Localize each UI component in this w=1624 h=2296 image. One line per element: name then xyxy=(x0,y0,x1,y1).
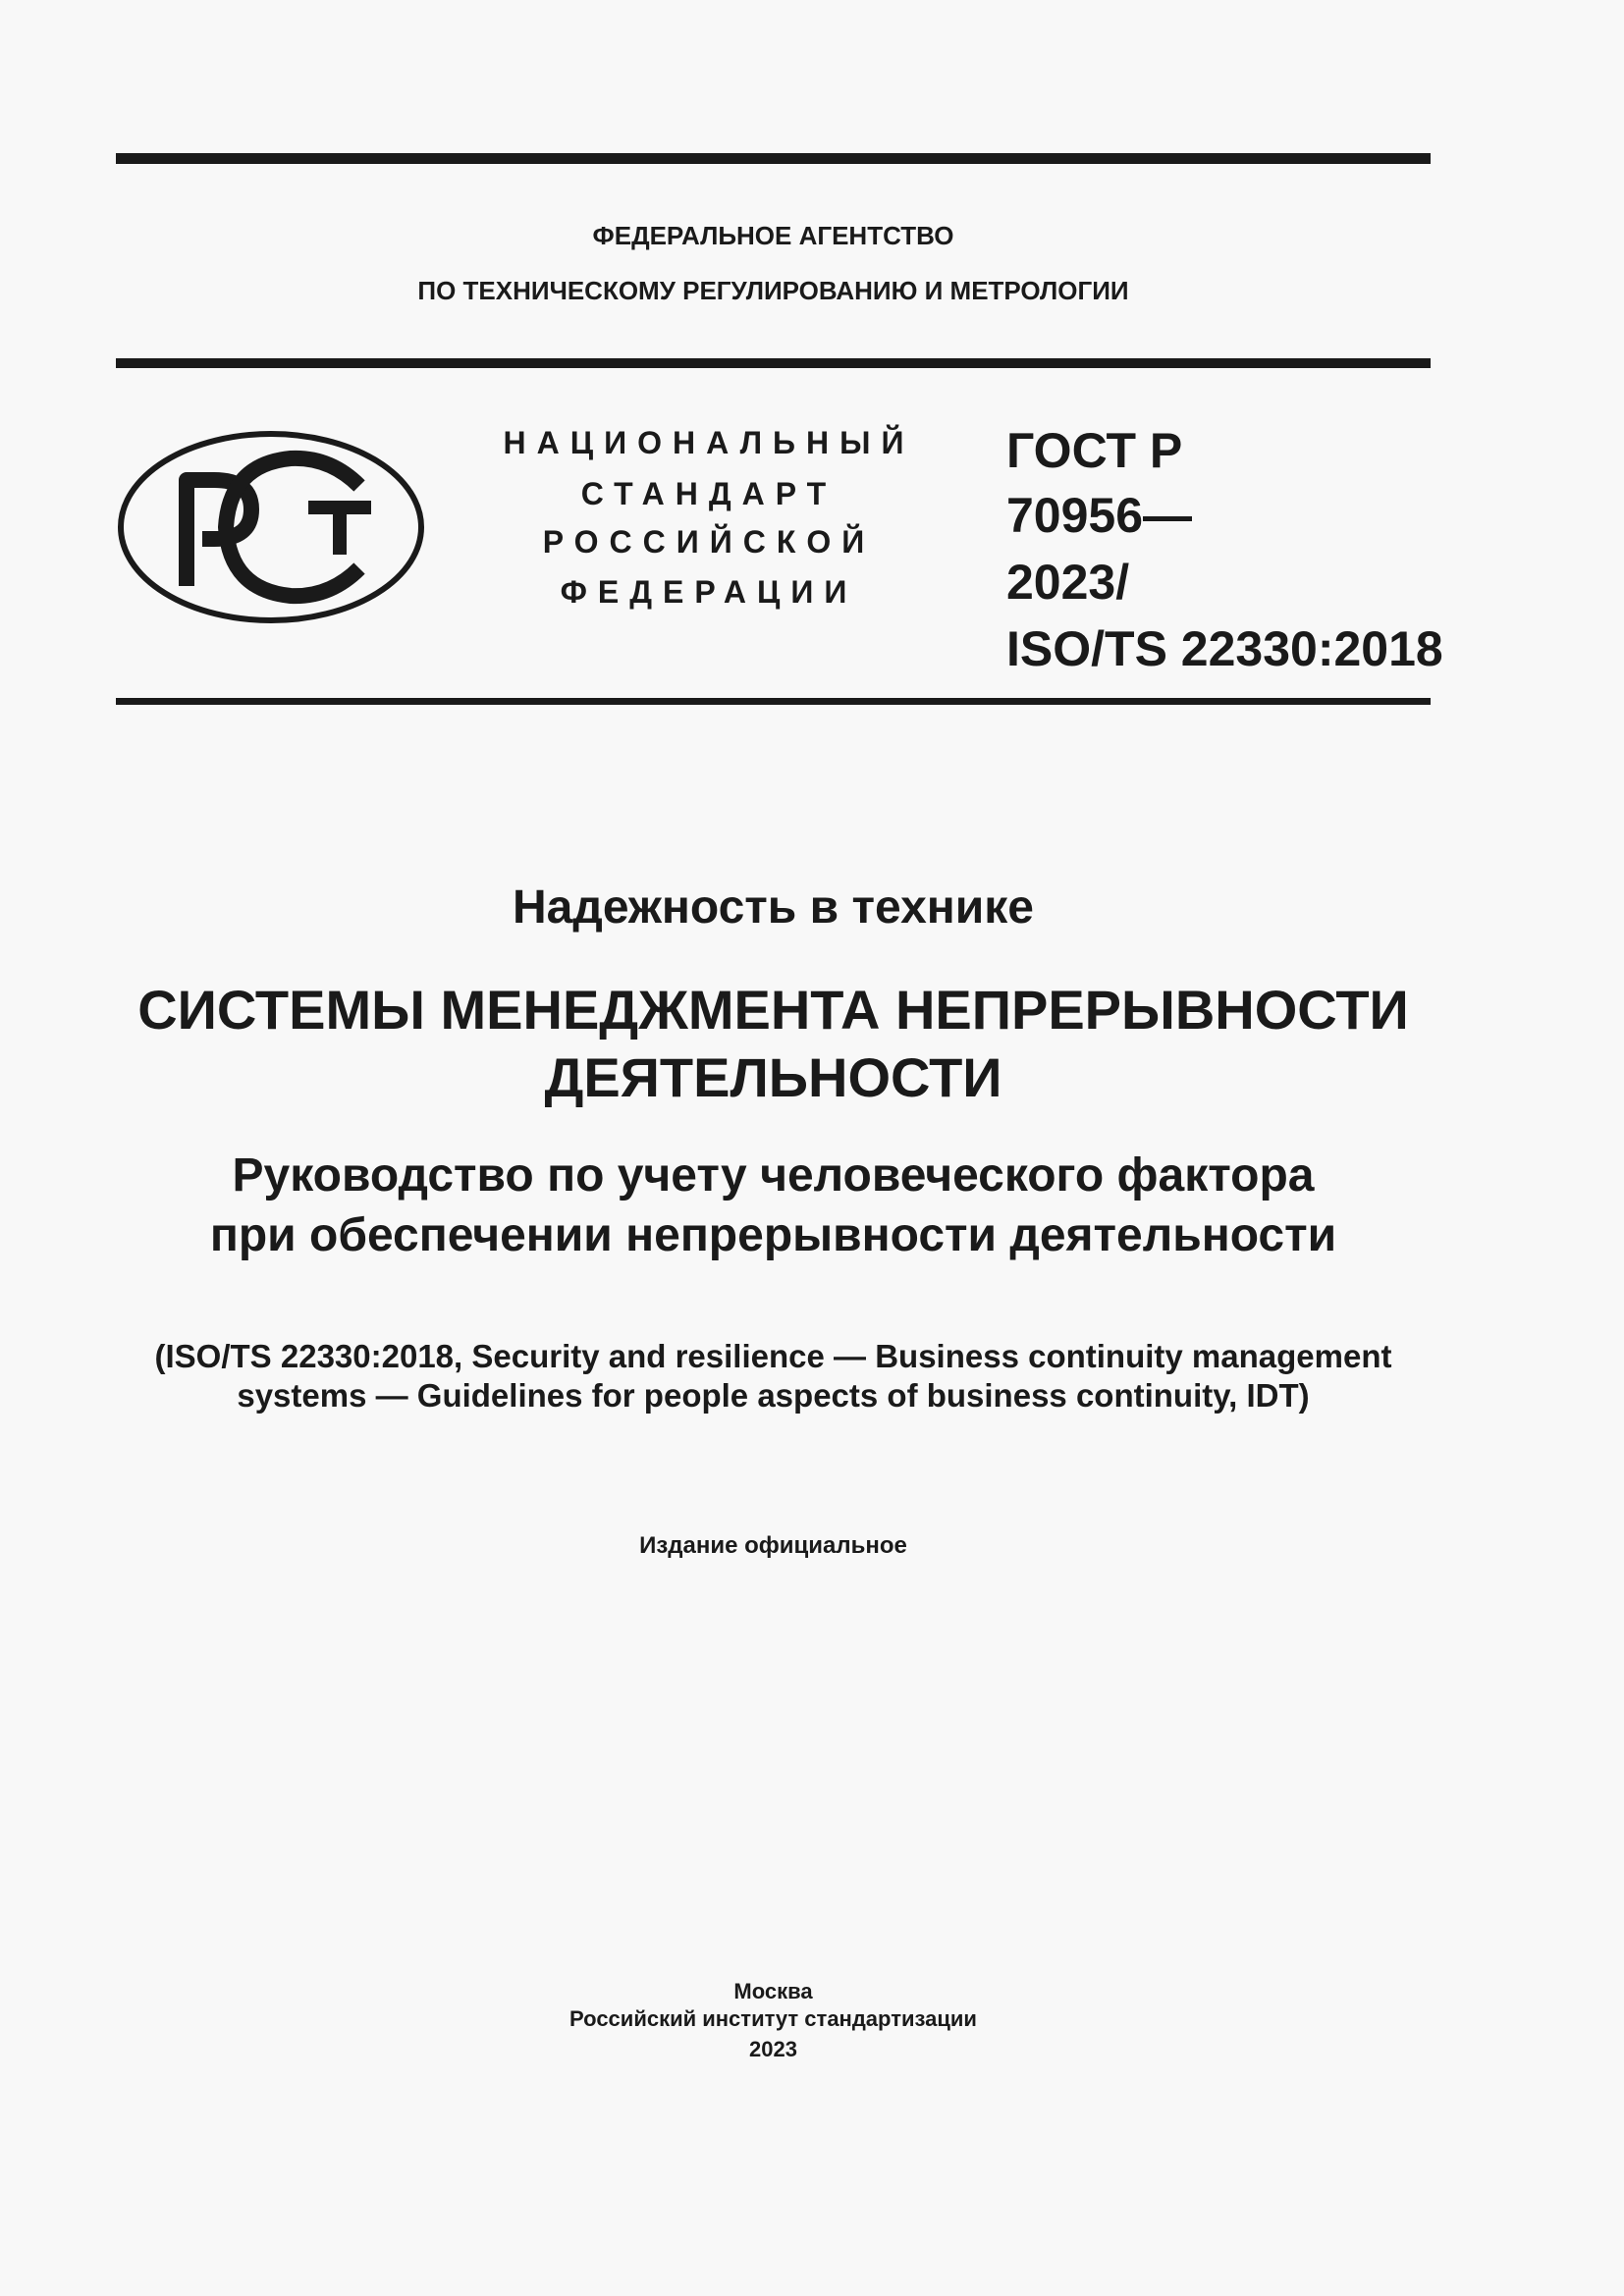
main-title-line-1: СИСТЕМЫ МЕНЕДЖМЕНТА НЕПРЕРЫВНОСТИ xyxy=(137,979,1409,1041)
publication-year: 2023 xyxy=(749,2037,797,2061)
standard-type-line-1: НАЦИОНАЛЬНЫЙ xyxy=(503,425,915,460)
top-divider xyxy=(116,153,1431,164)
designation-line-4: ISO/TS 22330:2018 xyxy=(1006,621,1443,676)
agency-name-line-2: ПО ТЕХНИЧЕСКОМУ РЕГУЛИРОВАНИЮ И МЕТРОЛОГИИ xyxy=(417,276,1129,305)
header-divider xyxy=(116,358,1431,368)
edition-label: Издание официальное xyxy=(639,1532,907,1559)
designation-line-2: 70956— xyxy=(1006,488,1193,543)
original-title-line-2: systems — Guidelines for people aspects of business continuity, IDT) xyxy=(237,1377,1310,1414)
series-title: Надежность в технике xyxy=(513,881,1034,934)
subtitle-line-1: Руководство по учету человеческого фактора xyxy=(232,1149,1315,1201)
rst-certification-mark-icon xyxy=(116,429,426,625)
designation-line-3: 2023/ xyxy=(1006,555,1130,610)
subtitle-line-2: при обеспечении непрерывности деятельности xyxy=(209,1209,1337,1261)
designation-divider xyxy=(116,698,1431,705)
designation-line-1: ГОСТ Р xyxy=(1006,423,1183,478)
main-title-line-2: ДЕЯТЕЛЬНОСТИ xyxy=(544,1046,1002,1108)
standard-type-line-2: СТАНДАРТ xyxy=(580,476,838,511)
standard-type-line-3: РОССИЙСКОЙ xyxy=(542,524,876,560)
standard-type-line-4: ФЕДЕРАЦИИ xyxy=(560,574,858,610)
original-title-line-1: (ISO/TS 22330:2018, Security and resilience — Business continuity management xyxy=(154,1338,1392,1374)
publisher-city: Москва xyxy=(733,1979,813,2003)
publisher-name: Российский институт стандартизации xyxy=(569,2006,977,2031)
agency-name-line-1: ФЕДЕРАЛЬНОЕ АГЕНТСТВО xyxy=(592,221,954,250)
